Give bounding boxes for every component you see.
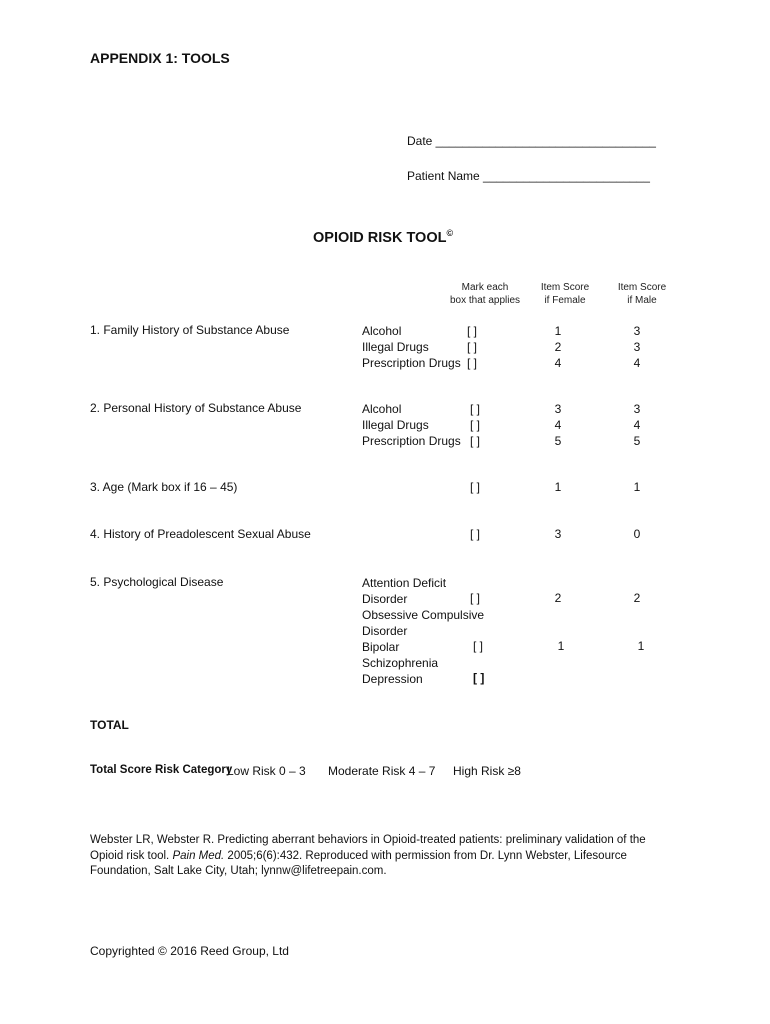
item-text: Prescription Drugs: [362, 434, 461, 448]
checkbox[interactable]: [ ]: [467, 324, 478, 338]
col-header-male: [607, 281, 677, 307]
section-1-items: [362, 323, 461, 371]
male-score: 4: [633, 418, 641, 432]
male-score: 1: [637, 639, 645, 653]
reference-journal: Pain Med.: [172, 849, 225, 862]
item-text: Prescription Drugs: [362, 356, 461, 370]
col-header-mark-line2: box that applies: [449, 295, 521, 306]
risk-category-label: Total Score Risk Category: [90, 764, 233, 776]
checkbox[interactable]: [ ]: [473, 671, 485, 685]
female-score: 4: [554, 356, 562, 370]
female-score: 1: [554, 324, 562, 338]
section-3-label: 3. Age (Mark box if 16 – 45): [90, 480, 238, 494]
section-2-items: [362, 401, 461, 449]
female-score: 2: [554, 340, 562, 354]
page-heading: APPENDIX 1: TOOLS: [90, 50, 230, 66]
male-score: 4: [633, 356, 641, 370]
col-header-male-line1: Item Score: [617, 282, 667, 293]
checkbox[interactable]: [ ]: [470, 402, 481, 416]
reference-part1: Webster LR, Webster R. Predicting aberrant behaviors in Opioid-treated patients: preliminary validation of the Opioid risk tool.: [90, 834, 646, 862]
item-text: Depression: [362, 672, 423, 686]
section-2-male: [627, 401, 647, 449]
risk-moderate: Moderate Risk 4 – 7: [328, 764, 436, 778]
copyright-notice: Copyrighted © 2016 Reed Group, Ltd: [90, 944, 289, 958]
section-4-label: 4. History of Preadolescent Sexual Abuse: [90, 527, 311, 541]
checkbox[interactable]: [ ]: [473, 639, 484, 653]
section-5-label: 5. Psychological Disease: [90, 575, 224, 589]
section-1-female: [548, 323, 568, 371]
male-score: 0: [633, 527, 641, 541]
male-score: 5: [633, 434, 641, 448]
female-score: 3: [554, 527, 562, 541]
col-header-mark: [440, 281, 530, 307]
risk-low: Low Risk 0 – 3: [227, 764, 306, 778]
reference-citation: [90, 833, 680, 880]
checkbox[interactable]: [ ]: [470, 418, 481, 432]
col-header-female-line2: if Female: [544, 295, 586, 306]
checkbox[interactable]: [ ]: [470, 591, 481, 605]
reference-part2: 2005;6(6):432. Reproduced with permission from Dr. Lynn Webster, Lifesource Foundation, Salt Lake City, Utah; lynnw@lifetreepain.com.: [90, 849, 627, 877]
male-score: 3: [633, 340, 641, 354]
copyright-mark: ©: [446, 228, 454, 238]
section-5-items: [362, 575, 484, 687]
item-text: Obsessive Compulsive: [362, 608, 485, 622]
total-label: TOTAL: [90, 718, 129, 732]
female-score: 2: [554, 591, 562, 605]
item-text: Alcohol: [362, 324, 402, 338]
checkbox[interactable]: [ ]: [467, 356, 478, 370]
date-field[interactable]: Date _________________________________: [407, 134, 656, 148]
item-text: Illegal Drugs: [362, 418, 429, 432]
item-text: Disorder: [362, 624, 408, 638]
col-header-male-line2: if Male: [627, 295, 657, 306]
checkbox[interactable]: [ ]: [470, 434, 481, 448]
female-score: 5: [554, 434, 562, 448]
section-1-label: 1. Family History of Substance Abuse: [90, 323, 290, 337]
risk-high: High Risk ≥8: [453, 764, 521, 778]
female-score: 1: [557, 639, 565, 653]
patient-name-field[interactable]: Patient Name _________________________: [407, 169, 650, 183]
female-score: 3: [554, 402, 562, 416]
male-score: 1: [633, 480, 641, 494]
tool-title: [313, 228, 453, 246]
male-score: 2: [633, 591, 641, 605]
checkbox[interactable]: [ ]: [470, 527, 481, 541]
col-header-mark-line1: Mark each: [461, 282, 509, 293]
col-header-female: [530, 281, 600, 307]
item-text: Alcohol: [362, 402, 402, 416]
item-text: Disorder: [362, 592, 408, 606]
male-score: 3: [633, 324, 641, 338]
item-text: Bipolar: [362, 640, 400, 654]
item-text: Schizophrenia: [362, 656, 439, 670]
checkbox[interactable]: [ ]: [470, 480, 481, 494]
section-2-label: 2. Personal History of Substance Abuse: [90, 401, 302, 415]
item-text: Attention Deficit: [362, 576, 447, 590]
female-score: 4: [554, 418, 562, 432]
male-score: 3: [633, 402, 641, 416]
item-text: Illegal Drugs: [362, 340, 429, 354]
section-1-boxes: [467, 323, 477, 371]
checkbox[interactable]: [ ]: [467, 340, 478, 354]
section-2-boxes: [470, 401, 480, 449]
section-1-male: [627, 323, 647, 371]
col-header-female-line1: Item Score: [540, 282, 590, 293]
tool-title-text: OPIOID RISK TOOL: [313, 229, 447, 246]
female-score: 1: [554, 480, 562, 494]
section-2-female: [548, 401, 568, 449]
